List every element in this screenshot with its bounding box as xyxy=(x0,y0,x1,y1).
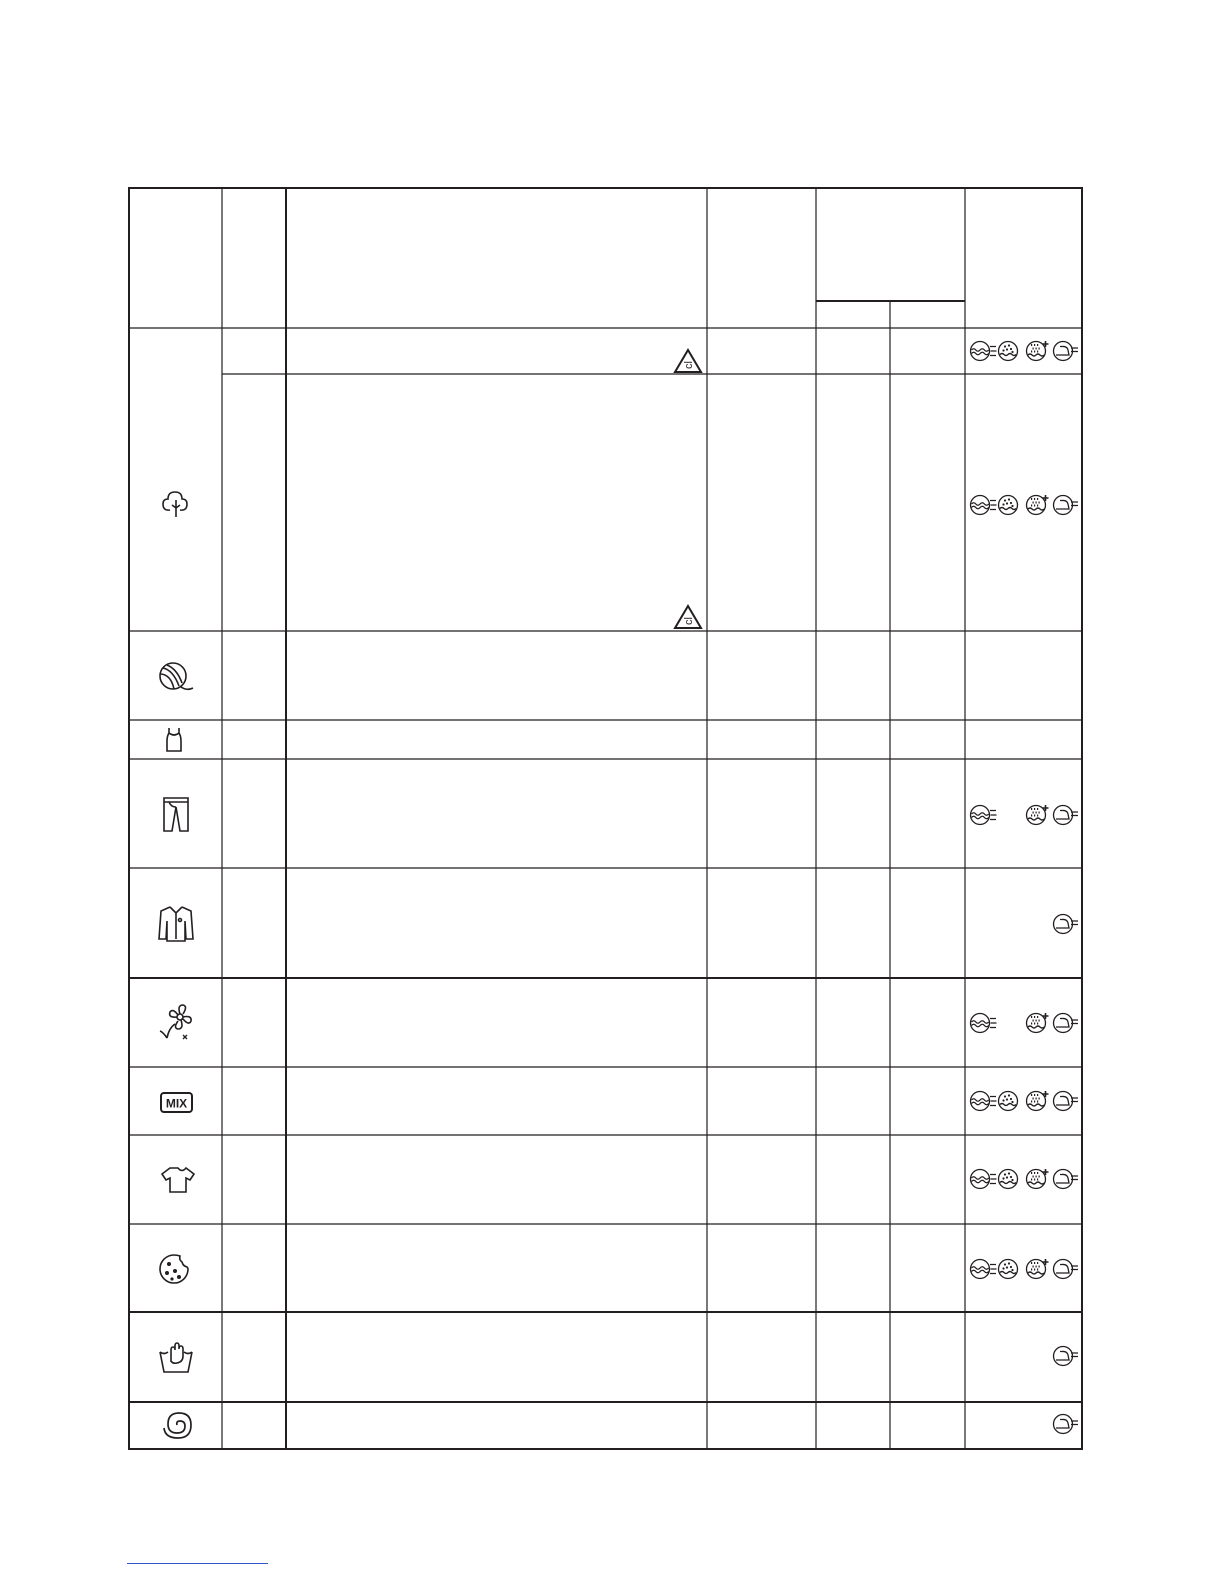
options-allergy xyxy=(971,1013,1079,1033)
options-spin xyxy=(1054,1415,1079,1434)
options-cotton-1 xyxy=(971,341,1079,361)
easy-iron-icon xyxy=(1054,806,1079,825)
easy-iron-icon xyxy=(1054,1014,1079,1033)
easy-iron-icon xyxy=(1054,915,1079,934)
prewash-icon xyxy=(971,342,997,361)
flower-pollen-icon xyxy=(160,1005,191,1039)
prewash-icon xyxy=(971,1092,997,1111)
wool-yarn-icon xyxy=(160,663,193,689)
easy-iron-icon xyxy=(1054,342,1079,361)
options-shirts xyxy=(1054,915,1079,934)
easy-iron-icon xyxy=(1054,1347,1079,1366)
stain-icon xyxy=(999,1260,1018,1279)
stain-icon xyxy=(999,1170,1018,1189)
t-shirt-icon xyxy=(162,1168,194,1192)
hand-wash-basin-icon xyxy=(160,1343,192,1372)
extra-rinse-icon xyxy=(1027,805,1049,825)
prewash-icon xyxy=(971,1260,997,1279)
cookie-icon xyxy=(160,1255,188,1283)
options-t-shirt xyxy=(971,1169,1079,1189)
options-cookie xyxy=(971,1259,1079,1279)
options-hand-wash xyxy=(1054,1347,1079,1366)
prewash-icon xyxy=(971,496,997,515)
programme-table: cl MIX xyxy=(0,0,1225,1585)
extra-rinse-icon xyxy=(1027,341,1049,361)
stain-icon xyxy=(999,1092,1018,1111)
chlorine-bleach-triangle-icon xyxy=(675,606,701,628)
jeans-icon xyxy=(164,798,188,831)
options-jeans xyxy=(971,805,1079,825)
extra-rinse-icon xyxy=(1027,1013,1049,1033)
spin-spiral-icon xyxy=(164,1413,191,1438)
options-mix xyxy=(971,1091,1079,1111)
easy-iron-icon xyxy=(1054,1092,1079,1111)
prewash-icon xyxy=(971,1170,997,1189)
prewash-icon xyxy=(971,1014,997,1033)
extra-rinse-icon xyxy=(1027,1091,1049,1111)
options-cotton-2 xyxy=(971,495,1079,515)
silk-dress-icon xyxy=(167,728,181,751)
extra-rinse-icon xyxy=(1027,1169,1049,1189)
easy-iron-icon xyxy=(1054,1170,1079,1189)
extra-rinse-icon xyxy=(1027,1259,1049,1279)
footer-rule xyxy=(127,1563,268,1564)
extra-rinse-icon xyxy=(1027,495,1049,515)
stain-icon xyxy=(999,496,1018,515)
shirt-icon xyxy=(159,907,193,941)
easy-iron-icon xyxy=(1054,1260,1079,1279)
prewash-icon xyxy=(971,806,997,825)
svg-text:MIX: MIX xyxy=(165,1096,188,1111)
cotton-icon xyxy=(163,492,187,517)
easy-iron-icon xyxy=(1054,496,1079,515)
mix-icon xyxy=(161,1093,192,1112)
easy-iron-icon xyxy=(1054,1415,1079,1434)
chlorine-bleach-triangle-icon xyxy=(675,350,701,372)
stain-icon xyxy=(999,342,1018,361)
